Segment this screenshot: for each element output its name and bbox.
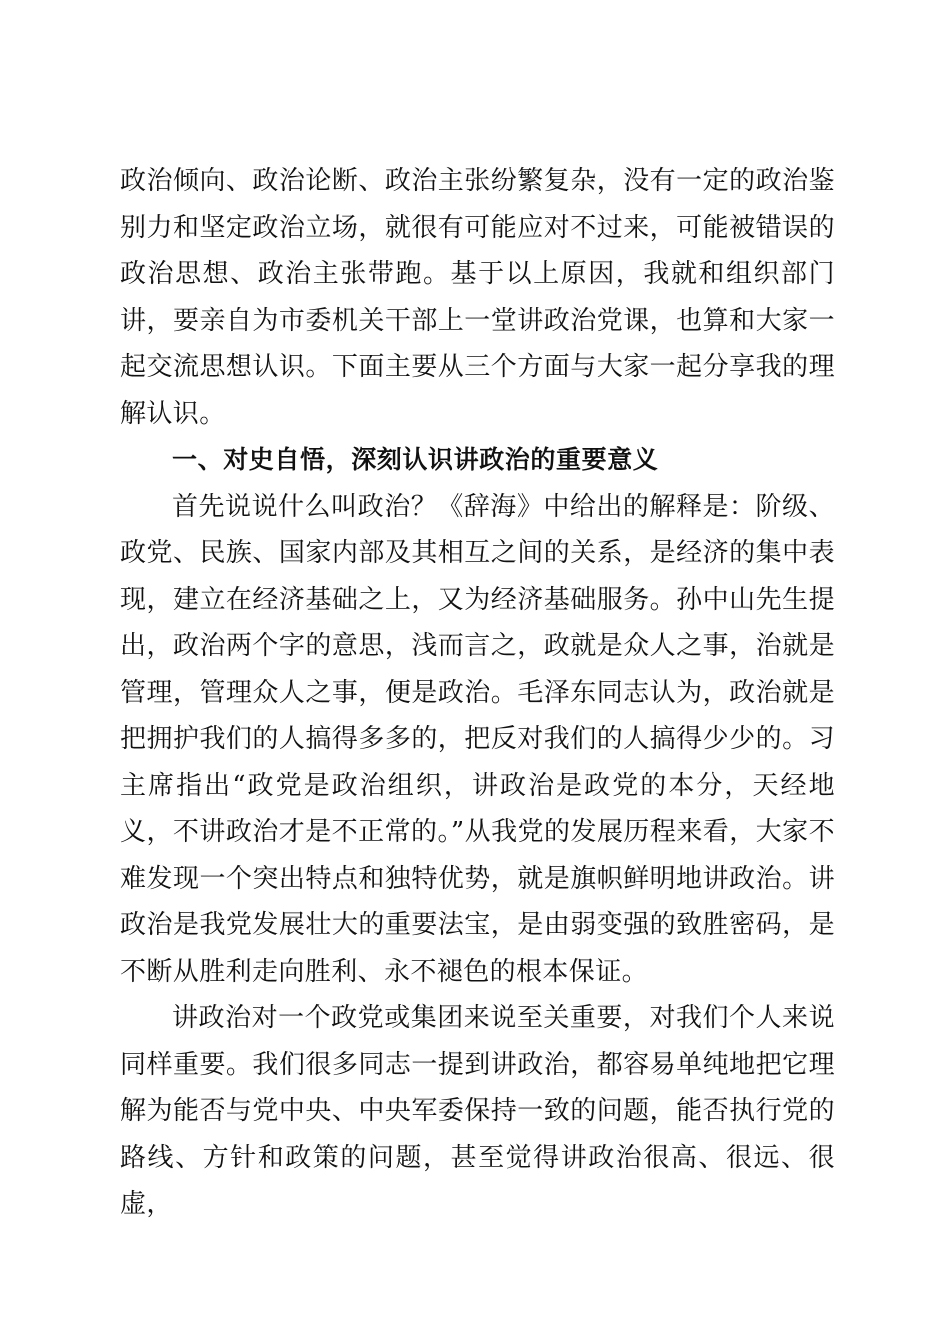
body-paragraph-continued: 政治倾向、政治论断、政治主张纷繁复杂，没有一定的政治鉴别力和坚定政治立场，就很有可能应对不过来，可能被错误的政治思想、政治主张带跑。基于以上原因，我就和组织部门讲，要亲自为市委机关干部上一堂讲政治党课，也算和大家一起交流思想认识。下面主要从三个方面与大家一起分享我的理解认识。 xyxy=(120,166,835,429)
body-paragraph: 讲政治对一个政党或集团来说至关重要，对我们个人来说同样重要。我们很多同志一提到讲政治，都容易单纯地把它理解为能否与党中央、中央军委保持一致的问题，能否执行党的路线、方针和政策的问题，甚至觉得讲政治很高、很远、很虚， xyxy=(120,1003,835,1219)
section-heading: 一、对史自悟，深刻认识讲政治的重要意义 xyxy=(172,445,659,474)
body-paragraph: 首先说说什么叫政治？《辞海》中给出的解释是：阶级、政党、民族、国家内部及其相互之间的关系，是经济的集中表现，建立在经济基础之上，又为经济基础服务。孙中山先生提出，政治两个字的意思，浅而言之，政就是众人之事，治就是管理，管理众人之事，便是政治。毛泽东同志认为，政治就是把拥护我们的人搞得多多的，把反对我们的人搞得少少的。习主席指出“政党是政治组织，讲政治是政党的本分，天经地义，不讲政治才是不正常的。”从我党的发展历程来看，大家不难发现一个突出特点和独特优势，就是旗帜鲜明地讲政治。讲政治是我党发展壮大的重要法宝，是由弱变强的致胜密码，是不断从胜利走向胜利、永不褪色的根本保证。 xyxy=(120,491,835,987)
document-body xyxy=(120,158,835,1228)
